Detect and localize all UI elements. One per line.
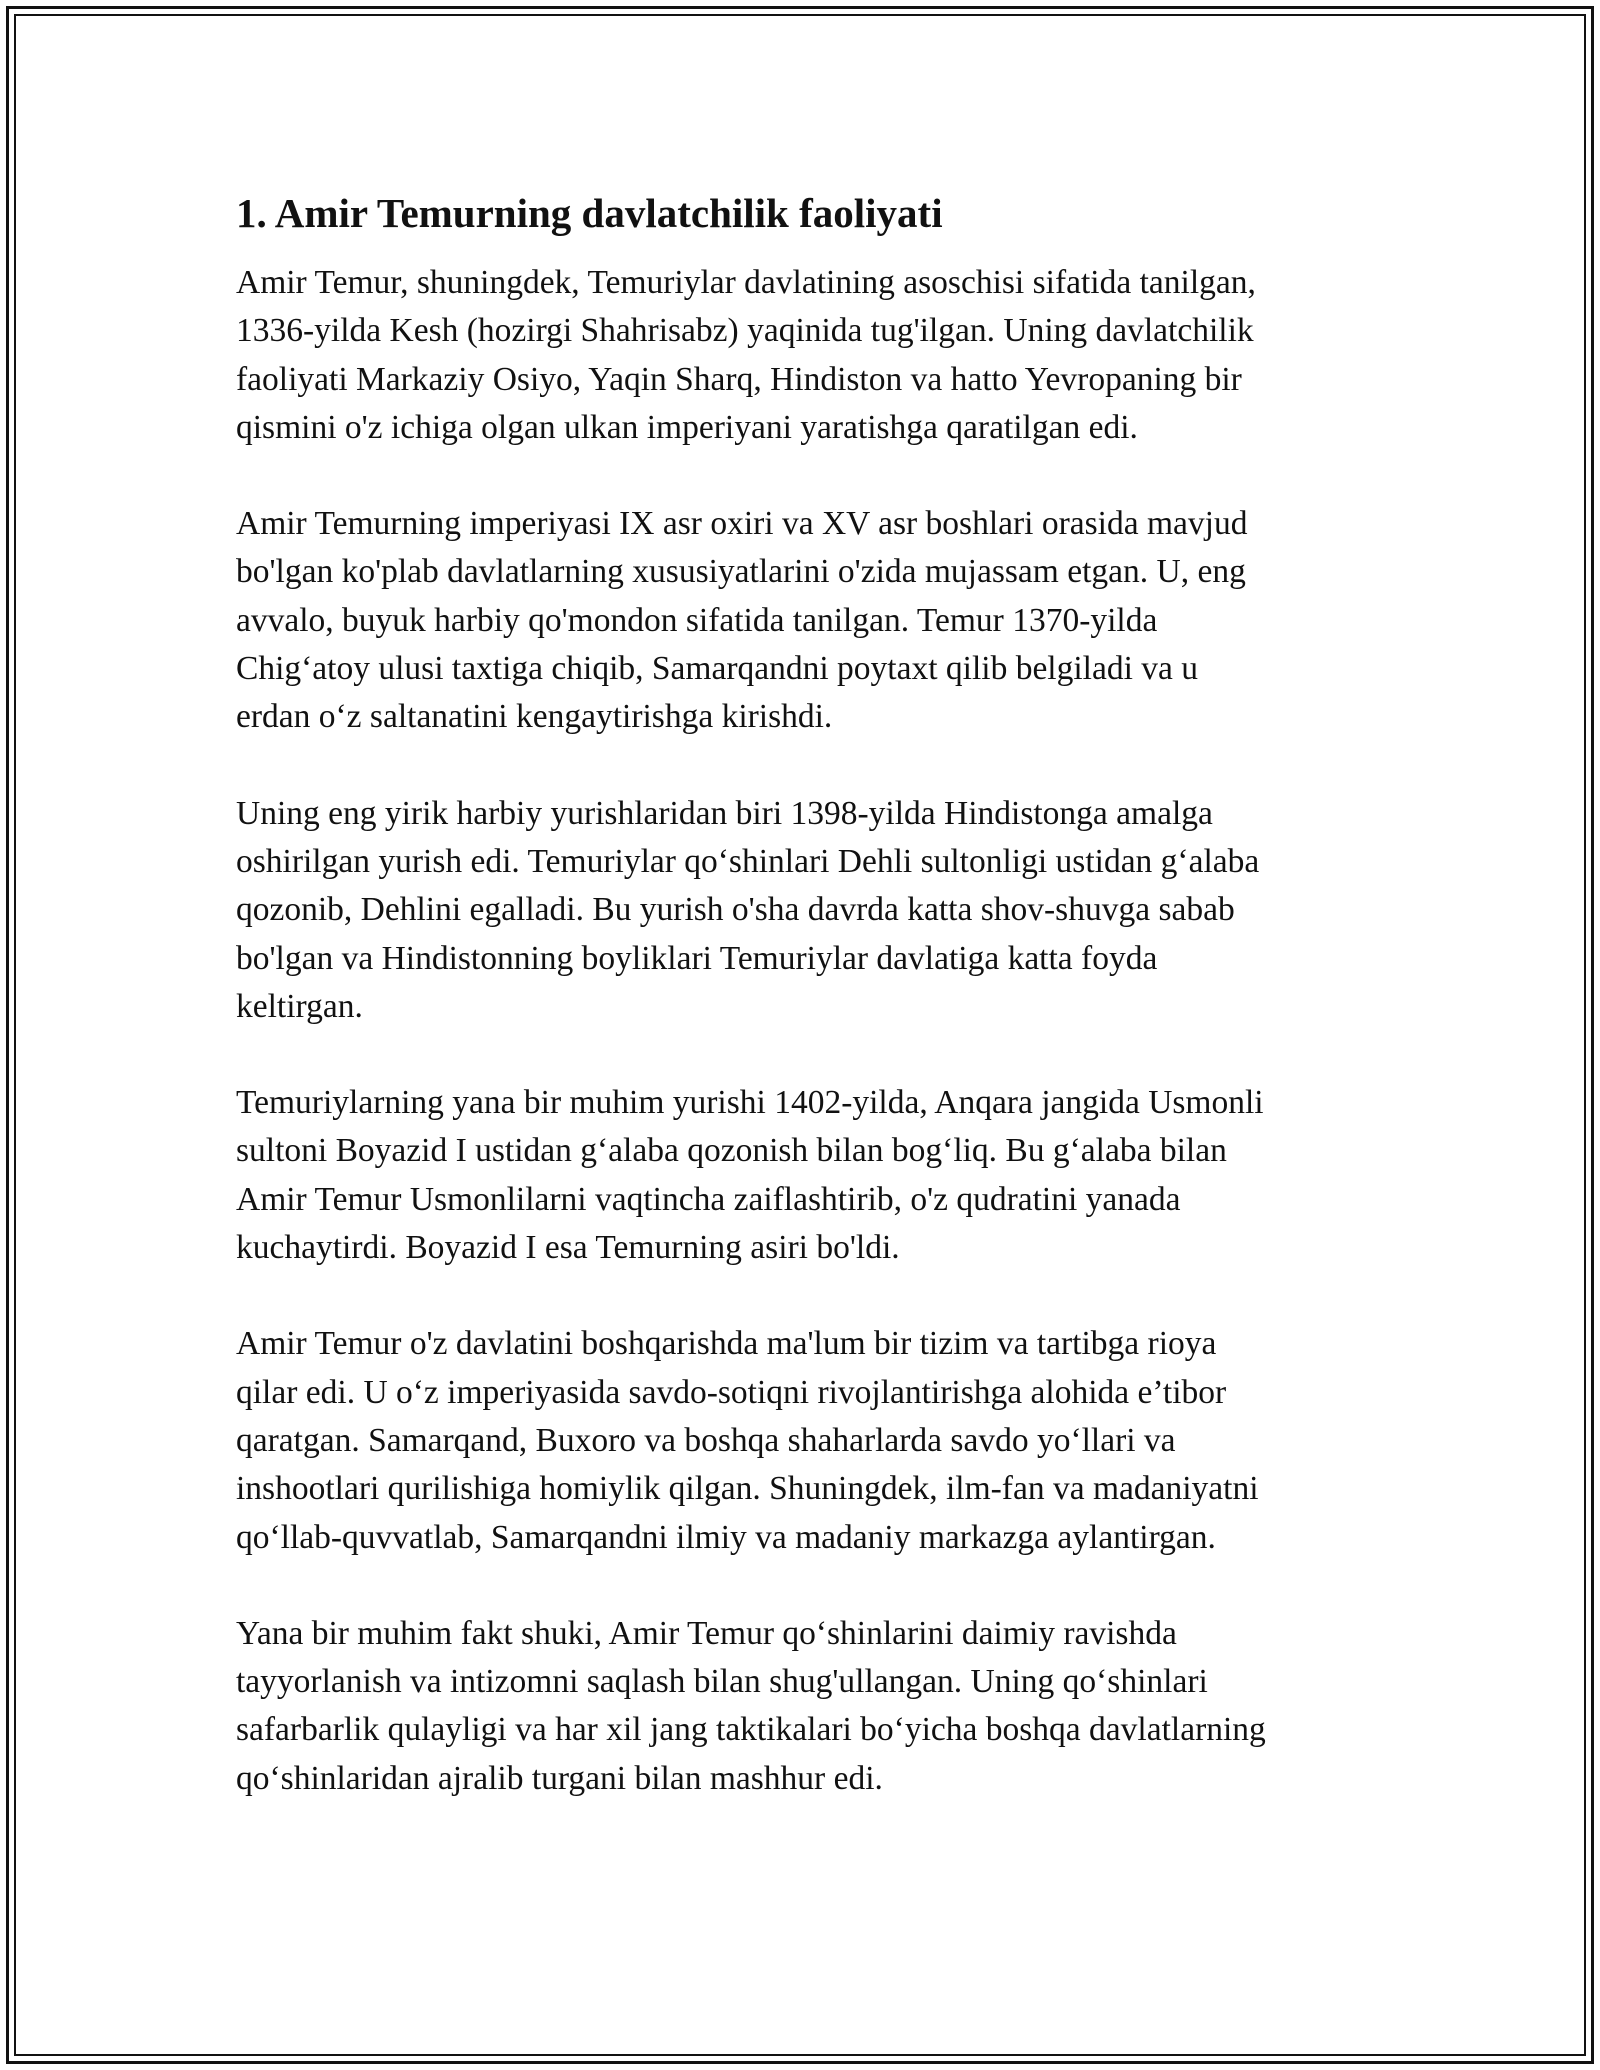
paragraph-line: avvalo, buyuk harbiy qo'mondon sifatida tanilgan. Temur 1370-yilda	[236, 601, 1158, 639]
paragraph-line: bo'lgan va Hindistonning boyliklari Temuriylar davlatiga katta foyda	[236, 939, 1158, 977]
paragraph-line: 1336-yilda Kesh (hozirgi Shahrisabz) yaqinida tug'ilgan. Uning davlatchilik	[236, 312, 1254, 350]
paragraph-line: Amir Temurning imperiyasi IX asr oxiri va XV asr boshlari orasida mavjud	[236, 505, 1248, 543]
paragraph-line: inshootlari qurilishiga homiylik qilgan. Shuningdek, ilm-fan va madaniyatni	[236, 1470, 1259, 1508]
paragraph-line: oshirilgan yurish edi. Temuriylar qo‘shinlari Dehli sultonligi ustidan g‘alaba	[236, 842, 1260, 880]
document-title: 1. Amir Temurning davlatchilik faoliyati	[236, 190, 943, 236]
paragraph-6	[236, 1610, 1396, 1803]
paragraph-line: Temuriylarning yana bir muhim yurishi 1402-yilda, Anqara jangida Usmonli	[236, 1084, 1264, 1122]
paragraph-line: Amir Temur o'z davlatini boshqarishda ma'lum bir tizim va tartibga rioya	[236, 1325, 1217, 1363]
paragraph-line: qilar edi. U o‘z imperiyasida savdo-sotiqni rivojlantirishga alohida e’tibor	[236, 1373, 1227, 1411]
paragraph-4	[236, 1079, 1396, 1272]
paragraph-line: qismini o'z ichiga olgan ulkan imperiyani yaratishga qaratilgan edi.	[236, 408, 1138, 446]
paragraph-2	[236, 500, 1396, 741]
paragraph-line: qo‘shinlaridan ajralib turgani bilan mashhur edi.	[236, 1759, 883, 1797]
paragraph-line: erdan o‘z saltanatini kengaytirishga kirishdi.	[236, 698, 833, 736]
paragraph-line: keltirgan.	[236, 987, 363, 1025]
paragraph-1	[236, 259, 1396, 452]
paragraph-line: qozonib, Dehlini egalladi. Bu yurish o'sha davrda katta shov-shuvga sabab	[236, 891, 1235, 929]
paragraph-line: tayyorlanish va intizomni saqlash bilan shug'ullangan. Uning qo‘shinlari	[236, 1663, 1208, 1701]
paragraph-5	[236, 1320, 1396, 1561]
paragraph-line: Amir Temur, shuningdek, Temuriylar davlatining asoschisi sifatida tanilgan,	[236, 264, 1256, 301]
paragraph-line: kuchaytirdi. Boyazid I esa Temurning asiri bo'ldi.	[236, 1229, 900, 1267]
paragraph-line: Yana bir muhim fakt shuki, Amir Temur qo‘shinlarini daimiy ravishda	[236, 1614, 1177, 1652]
document-body	[236, 185, 1396, 1851]
paragraph-line: sultoni Boyazid I ustidan g‘alaba qozonish bilan bog‘liq. Bu g‘alaba bilan	[236, 1132, 1227, 1170]
paragraph-line: qo‘llab-quvvatlab, Samarqandni ilmiy va madaniy markazga aylantirgan.	[236, 1518, 1216, 1556]
paragraph-line: faoliyati Markaziy Osiyo, Yaqin Sharq, Hindiston va hatto Yevropaning bir	[236, 360, 1242, 398]
paragraph-line: safarbarlik qulayligi va har xil jang taktikalari bo‘yicha boshqa davlatlarning	[236, 1711, 1266, 1749]
paragraph-line: Uning eng yirik harbiy yurishlaridan biri 1398-yilda Hindistonga amalga	[236, 794, 1213, 832]
paragraph-line: Chig‘atoy ulusi taxtiga chiqib, Samarqandni poytaxt qilib belgiladi va u	[236, 650, 1199, 688]
paragraph-line: bo'lgan ko'plab davlatlarning xususiyatlarini o'zida mujassam etgan. U, eng	[236, 553, 1246, 591]
paragraph-3	[236, 790, 1396, 1031]
paragraph-line: qaratgan. Samarqand, Buxoro va boshqa shaharlarda savdo yo‘llari va	[236, 1421, 1176, 1459]
paragraph-line: Amir Temur Usmonlilarni vaqtincha zaiflashtirib, o'z qudratini yanada	[236, 1180, 1181, 1218]
